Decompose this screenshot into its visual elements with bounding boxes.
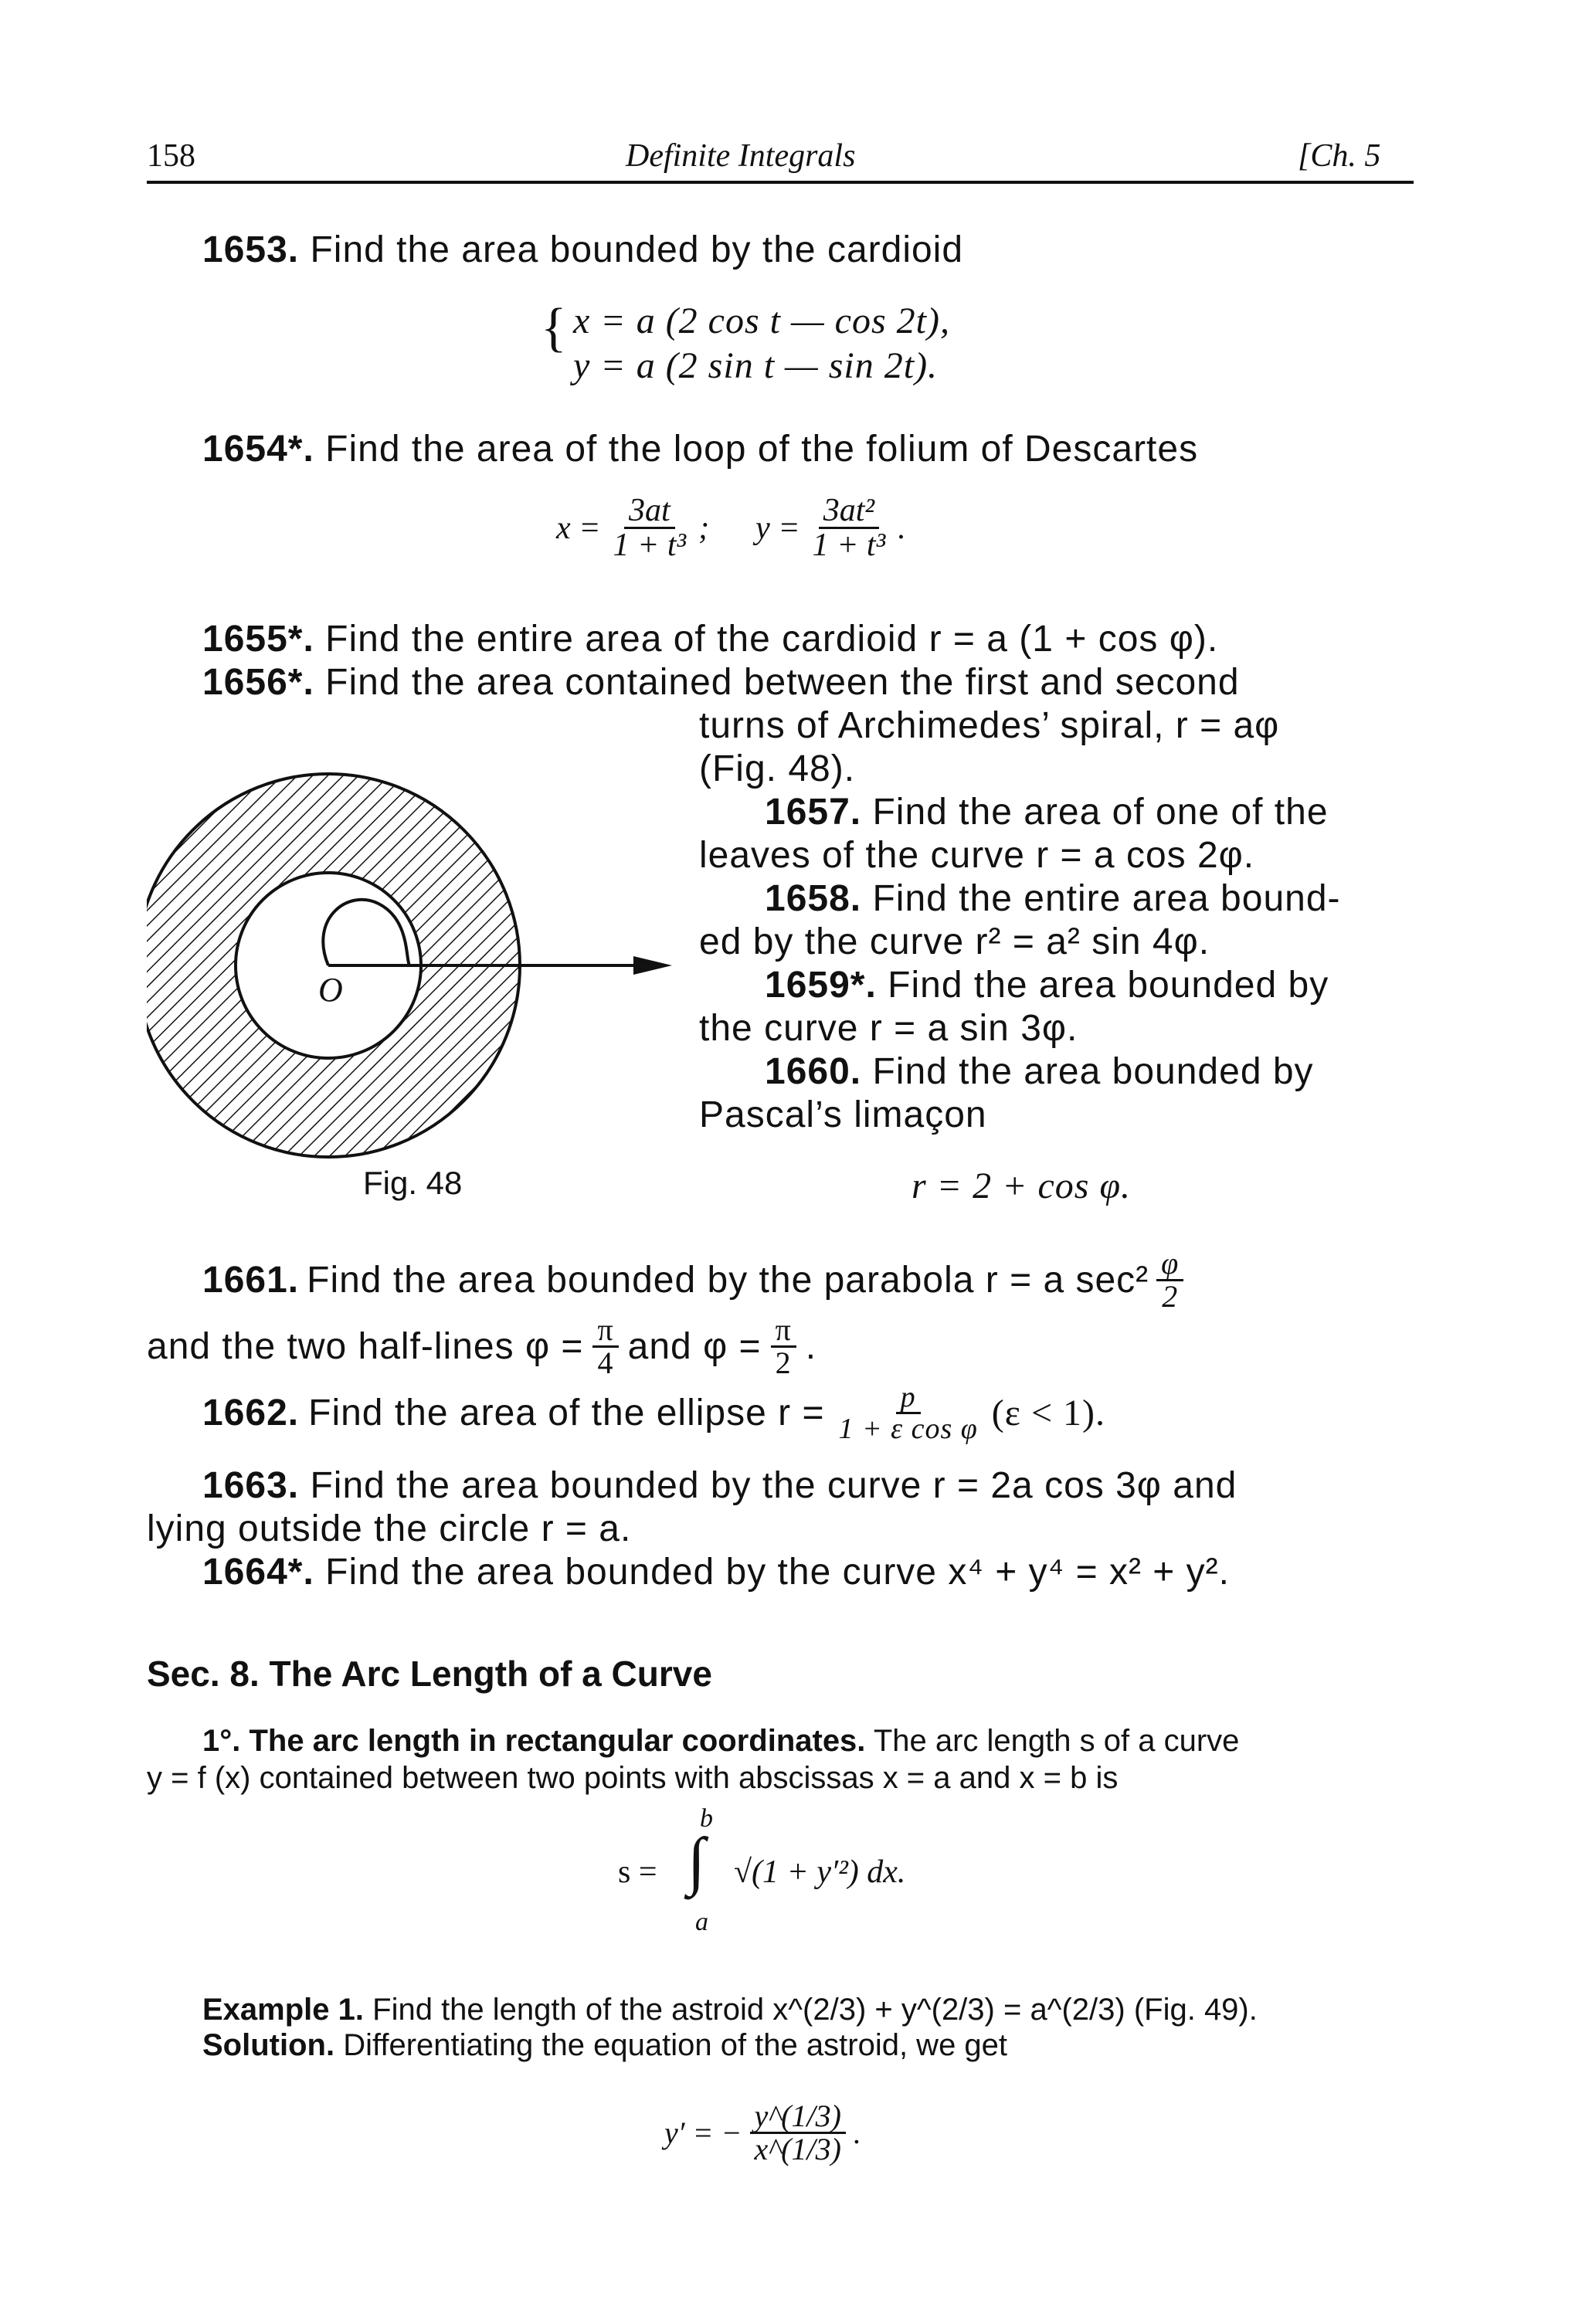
cardioid-eq-x: x = a (2 cos t — cos 2t),	[573, 300, 950, 341]
problem-number: 1659*.	[765, 965, 877, 1006]
limacon-equation: r = 2 + cos φ.	[912, 1165, 1131, 1206]
subsection-text: The arc length s of a curve	[873, 1724, 1240, 1758]
problem-number: 1660.	[765, 1051, 862, 1092]
problem-text: Find the entire area of the cardioid r = a (1 + cos φ).	[325, 619, 1219, 660]
problem-1657-line2: leaves of the curve r = a cos 2φ.	[699, 835, 1255, 876]
integral-upper-limit: b	[700, 1804, 713, 1833]
derivative-formula	[664, 2098, 861, 2166]
problem-text: Find the area of the ellipse r =	[308, 1393, 825, 1433]
pi-half-fraction	[771, 1312, 796, 1380]
problem-text: Find the area bounded by the curve x⁴ + y⁴ = x² + y².	[325, 1552, 1230, 1593]
header-rule	[147, 181, 1414, 184]
problem-number: 1661.	[202, 1260, 300, 1301]
subsection-label: 1°. The arc length in rectangular coordinates.	[202, 1724, 866, 1758]
cardioid-eq-y: y = a (2 sin t — sin 2t).	[573, 345, 939, 386]
derivative-fraction	[750, 2098, 846, 2166]
integral-sign: ∫	[687, 1825, 706, 1897]
problem-number: 1656*.	[202, 662, 314, 703]
ellipse-fraction	[834, 1383, 983, 1444]
problem-1657	[765, 791, 1329, 833]
problem-1661	[202, 1248, 1183, 1312]
subsection-intro	[202, 1724, 1239, 1759]
problem-1656-line3: (Fig. 48).	[699, 748, 856, 789]
problem-number: 1658.	[765, 878, 862, 919]
spiral-figure	[147, 772, 687, 1205]
example-1	[202, 1993, 1258, 2027]
problem-1664	[202, 1551, 1230, 1593]
fraction-denominator: 2	[775, 1345, 792, 1380]
problem-1660	[765, 1050, 1314, 1093]
x-numerator: 3at	[624, 494, 675, 529]
integral-lower-limit: a	[695, 1908, 708, 1936]
problem-number: 1655*.	[202, 619, 314, 660]
problem-text: Find the area bounded by the cardioid	[310, 229, 964, 270]
fraction-denominator: x^(1/3)	[754, 2132, 841, 2166]
line-text: and φ =	[627, 1326, 762, 1367]
example-text: Find the length of the astroid x^(2/3) + y^(2/3) = a^(2/3) (Fig. 49).	[372, 1993, 1258, 2027]
folium-equations	[556, 494, 906, 561]
line-text: and the two half-lines φ =	[147, 1326, 584, 1367]
brace-icon: {	[541, 298, 568, 358]
problem-text: Find the area of the loop of the folium of Descartes	[325, 429, 1199, 470]
problem-1663	[202, 1464, 1237, 1507]
problem-1658	[765, 877, 1341, 920]
derivative-end: .	[853, 2115, 861, 2150]
derivative-lhs: y′ = −	[664, 2115, 742, 2150]
problem-1660-line2: Pascal’s limaçon	[699, 1094, 987, 1135]
integral-body: √(1 + y′²) dx.	[734, 1854, 906, 1890]
problem-1654	[202, 428, 1198, 470]
page-number: 158	[147, 138, 195, 174]
problem-text: Find the area of one of the	[872, 792, 1329, 833]
subsection-line2: y = f (x) contained between two points with abscissas x = a and x = b is	[147, 1761, 1119, 1795]
problem-text: Find the area bounded by the curve r = 2a cos 3φ and	[310, 1465, 1237, 1506]
problem-1662	[202, 1383, 1105, 1444]
line-end: .	[805, 1326, 817, 1367]
fraction-numerator: y^(1/3)	[750, 2101, 846, 2134]
fraction-numerator: π	[771, 1315, 796, 1348]
problem-1663-line2: lying outside the circle r = a.	[147, 1508, 632, 1549]
end-period: .	[898, 510, 906, 546]
x-lhs: x =	[556, 510, 601, 546]
fraction-denominator: 4	[597, 1345, 614, 1380]
problem-text: Find the entire area bound-	[872, 878, 1341, 919]
problem-text-line1: Find the area contained between the first and second	[325, 662, 1240, 703]
problem-text: Find the area bounded by the parabola r = a sec²	[307, 1260, 1149, 1301]
y-denominator: 1 + t³	[812, 528, 886, 563]
half-phi-fraction	[1156, 1248, 1183, 1312]
chapter-label: [Ch. 5	[1298, 138, 1381, 174]
x-fraction	[608, 494, 691, 561]
integral-lhs: s =	[618, 1854, 657, 1890]
problem-1653	[202, 229, 963, 271]
y-numerator: 3at²	[819, 494, 879, 529]
problem-number: 1664*.	[202, 1552, 314, 1593]
problem-number: 1663.	[202, 1465, 300, 1506]
pi-quarter-fraction	[592, 1312, 618, 1380]
condition: (ε < 1).	[991, 1393, 1105, 1433]
problem-1656	[202, 661, 1240, 704]
problem-number: 1654*.	[202, 429, 314, 470]
y-fraction	[808, 494, 891, 561]
separator: ;	[698, 510, 710, 546]
problem-1655	[202, 618, 1218, 660]
y-lhs: y =	[755, 510, 800, 546]
fraction-denominator: 1 + ε cos φ	[838, 1413, 978, 1445]
solution-label: Solution.	[202, 2028, 335, 2062]
fraction-numerator: p	[896, 1383, 921, 1414]
arrow-head-icon	[633, 956, 672, 975]
section-heading: Sec. 8. The Arc Length of a Curve	[147, 1654, 712, 1694]
problem-1659-line2: the curve r = a sin 3φ.	[699, 1008, 1078, 1049]
problem-number: 1653.	[202, 229, 300, 270]
problem-text: Find the area bounded by	[888, 965, 1329, 1006]
fraction-numerator: π	[592, 1315, 618, 1348]
problem-text: Find the area bounded by	[872, 1051, 1314, 1092]
origin-label: O	[318, 971, 343, 1009]
problem-number: 1657.	[765, 792, 862, 833]
figure-caption: Fig. 48	[363, 1165, 463, 1201]
running-title: Definite Integrals	[626, 138, 856, 174]
problem-1656-line2: turns of Archimedes’ spiral, r = aφ	[699, 705, 1280, 746]
problem-1661-line2	[147, 1312, 817, 1380]
fraction-numerator: φ	[1156, 1248, 1183, 1281]
solution-text: Differentiating the equation of the astroid, we get	[343, 2028, 1008, 2062]
example-label: Example 1.	[202, 1993, 365, 2027]
fraction-denominator: 2	[1162, 1279, 1179, 1314]
problem-1659	[765, 964, 1329, 1006]
solution	[202, 2028, 1007, 2063]
x-denominator: 1 + t³	[613, 528, 687, 563]
problem-number: 1662.	[202, 1393, 300, 1433]
problem-1658-line2: ed by the curve r² = a² sin 4φ.	[699, 921, 1210, 962]
